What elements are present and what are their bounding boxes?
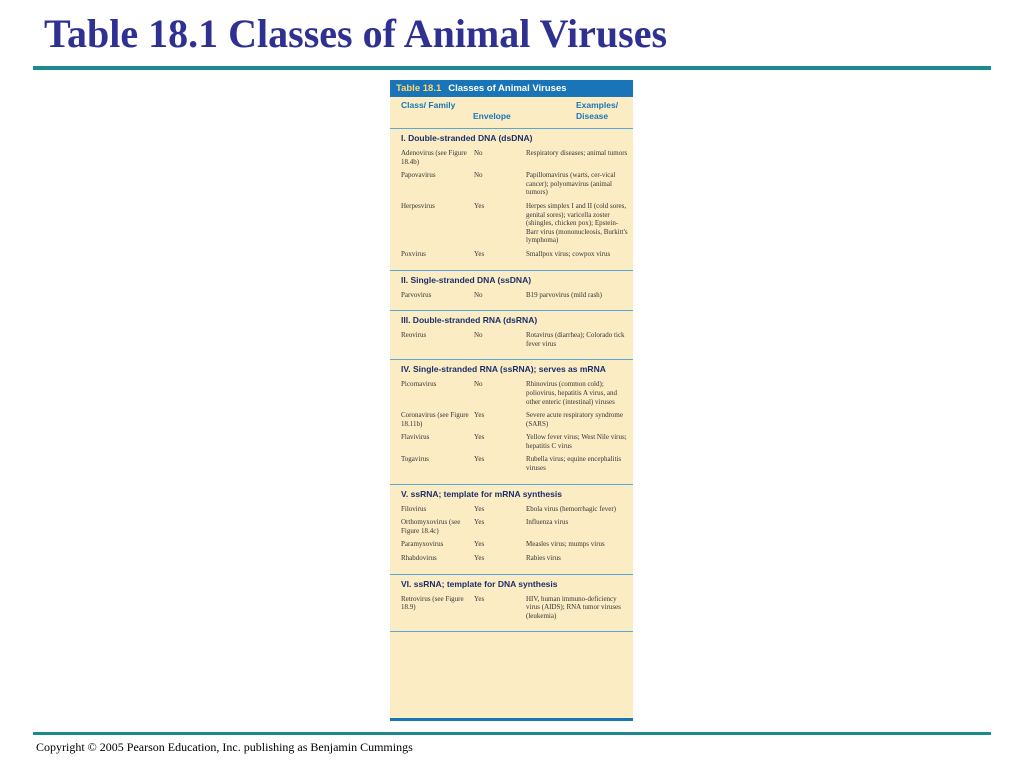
table-row xyxy=(390,171,633,197)
section-title: I. Double-stranded DNA (dsDNA) xyxy=(401,133,533,143)
family-cell: Papovavirus xyxy=(401,171,436,180)
family-cell: Poxvirus xyxy=(401,249,426,258)
table-body xyxy=(390,129,633,632)
family-cell: Togavirus xyxy=(401,455,429,464)
section-title: II. Single-stranded DNA (ssDNA) xyxy=(401,274,532,285)
envelope-cell: No xyxy=(474,380,483,389)
envelope-cell: No xyxy=(474,171,483,180)
envelope-cell: Yes xyxy=(474,540,485,549)
examples-cell: Respiratory diseases; animal tumors xyxy=(526,149,628,157)
table-row xyxy=(390,518,633,535)
examples-cell: Papillomavirus (warts, cer-vical cancer); polyomavirus (animal tumors) xyxy=(526,171,616,197)
table-section xyxy=(390,575,633,633)
footer-divider xyxy=(33,732,991,735)
family-cell: Flavivirus xyxy=(401,433,430,442)
table-section xyxy=(390,485,633,575)
family-cell: Adenovirus (see Figure 18.4b) xyxy=(401,149,467,166)
examples-cell: Rabies virus xyxy=(526,554,561,563)
section-title: IV. Single-stranded RNA (ssRNA); serves as mRNA xyxy=(401,364,606,375)
table-number: Table 18.1 xyxy=(396,83,442,94)
table-row xyxy=(390,411,633,428)
table-row xyxy=(390,595,633,621)
envelope-cell: Yes xyxy=(474,594,485,603)
table-row xyxy=(390,331,633,348)
envelope-cell: Yes xyxy=(474,249,485,258)
examples-cell: Influenza virus xyxy=(526,518,569,527)
section-title: V. ssRNA; template for mRNA synthesis xyxy=(401,488,562,499)
column-header-envelope: Envelope xyxy=(473,111,511,121)
family-cell: Reovirus xyxy=(401,331,427,340)
family-cell: Herpesvirus xyxy=(401,201,435,210)
table-row xyxy=(390,291,633,300)
table-bottom-bar xyxy=(390,718,633,721)
examples-cell: HIV, human immuno-deficiency virus (AIDS); RNA tumor viruses (leukemia) xyxy=(526,594,621,620)
table-section xyxy=(390,129,633,271)
table-row xyxy=(390,540,633,549)
examples-cell: Measles virus; mumps virus xyxy=(526,540,605,549)
family-cell: Paramyxovirus xyxy=(401,540,444,549)
examples-cell: B19 parvovirus (mild rash) xyxy=(526,290,603,299)
family-cell: Filovirus xyxy=(401,504,427,513)
table-section xyxy=(390,311,633,360)
table-section xyxy=(390,360,633,484)
virus-table-image xyxy=(390,80,633,721)
table-row xyxy=(390,202,633,245)
envelope-cell: Yes xyxy=(474,455,485,464)
table-row xyxy=(390,505,633,514)
section-title: III. Double-stranded RNA (dsRNA) xyxy=(401,315,538,326)
envelope-cell: Yes xyxy=(474,504,485,513)
examples-cell: Ebola virus (hemorrhagic fever) xyxy=(526,504,616,513)
section-title: VI. ssRNA; template for DNA synthesis xyxy=(401,578,558,589)
table-row xyxy=(390,380,633,406)
envelope-cell: Yes xyxy=(474,554,485,563)
table-row xyxy=(390,455,633,472)
envelope-cell: Yes xyxy=(474,518,485,527)
table-section xyxy=(390,271,633,312)
table-row xyxy=(390,433,633,450)
family-cell: Retrovirus (see Figure 18.9) xyxy=(401,594,464,612)
envelope-cell: No xyxy=(474,331,483,340)
copyright-text: Copyright © 2005 Pearson Education, Inc. publishing as Benjamin Cummings xyxy=(36,740,413,754)
family-cell: Parvovirus xyxy=(401,290,432,299)
table-name: Classes of Animal Viruses xyxy=(448,83,567,94)
envelope-cell: Yes xyxy=(474,411,485,420)
column-header-class: Class/ Family xyxy=(401,100,456,110)
slide-title: Table 18.1 Classes of Animal Viruses xyxy=(44,11,668,56)
examples-cell: Yellow fever virus; West Nile virus; hepatitis C virus xyxy=(526,433,627,450)
family-cell: Picornavirus xyxy=(401,380,437,389)
title-divider xyxy=(33,66,991,70)
examples-cell: Rubella virus; equine encephalitis viruses xyxy=(526,455,622,473)
examples-cell: Severe acute respiratory syndrome (SARS) xyxy=(526,411,623,428)
family-cell: Coronavirus (see Figure 18.11b) xyxy=(401,411,469,428)
examples-cell: Smallpox virus; cowpox virus xyxy=(526,249,611,258)
examples-cell: Rhinovirus (common cold); poliovirus, hepatitis A virus, and other enteric (intestinal) viruses xyxy=(526,380,617,406)
examples-cell: Rotavirus (diarrhea); Colorado tick fever virus xyxy=(526,331,625,348)
envelope-cell: Yes xyxy=(474,433,485,442)
envelope-cell: No xyxy=(474,149,483,157)
table-row xyxy=(390,149,633,166)
table-header-bar xyxy=(390,80,633,97)
table-row xyxy=(390,554,633,563)
family-cell: Rhabdovirus xyxy=(401,554,437,563)
envelope-cell: No xyxy=(474,290,483,299)
column-header-examples: Examples/ Disease xyxy=(576,100,619,121)
column-headers xyxy=(390,97,633,129)
envelope-cell: Yes xyxy=(474,201,485,210)
family-cell: Orthomyxovirus (see Figure 18.4c) xyxy=(401,518,461,535)
table-row xyxy=(390,250,633,259)
examples-cell: Herpes simplex I and II (cold sores, genital sores); varicella zoster (shingles, chicken pox); Epstein-Barr virus (mononucleosis, Burkitt's lymphoma) xyxy=(526,201,628,245)
